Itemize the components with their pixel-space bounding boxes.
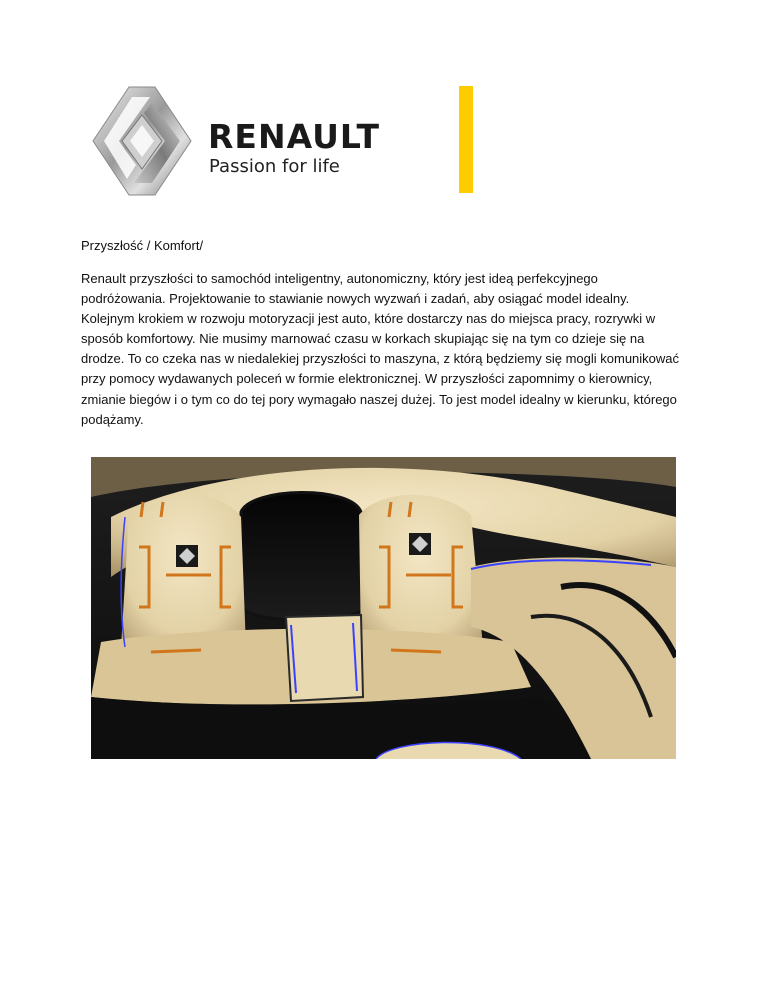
- brand-tagline: Passion for life: [209, 156, 340, 177]
- brand-name: RENAULT: [208, 117, 380, 156]
- renault-diamond-icon: [92, 85, 192, 197]
- body-paragraph: Renault przyszłości to samochód inteligentny, autonomiczny, który jest ideą perfekcyjnego podróżowania. Projektowanie to stawianie nowych wyzwań i zadań, aby osiągać model idealny. Kolejnym krokiem w rozwoju motoryzacji jest auto, które dostarczy nas do miejsca pracy, rozrywki w sposób komfortowy. Nie musimy marnować czasu w korkach skupiając się na tym co dzieje się na drodze. To co czeka nas w niedalekiej przyszłości to maszyna, z którą będziemy się mogli komunikować przy pomocy wydawanych poleceń w formie elektronicznej. W przyszłości zapomnimy o kierownicy, zmianie biegów i o tym co do tej pory wymagało naszej dużej. To jest model idealny w kierunku, którego podążamy.: [81, 271, 680, 427]
- breadcrumb: Przyszłość / Komfort/: [81, 238, 204, 253]
- brand-accent-bar: [459, 86, 473, 193]
- car-interior-image: [91, 457, 676, 759]
